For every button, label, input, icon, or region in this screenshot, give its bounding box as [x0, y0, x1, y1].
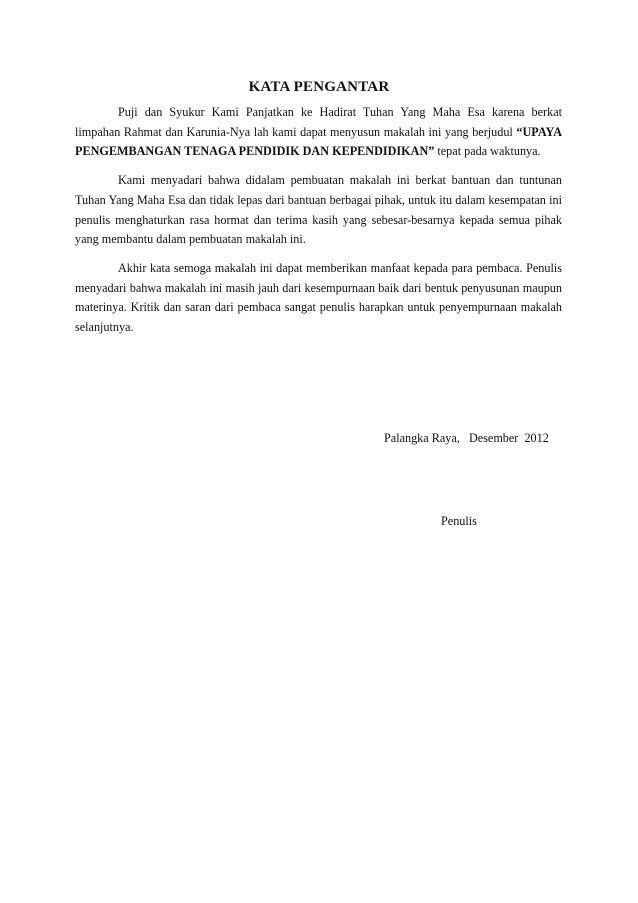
- place-and-date: Palangka Raya, Desember 2012: [384, 431, 549, 445]
- paragraph-closing: Akhir kata semoga makalah ini dapat memberikan manfaat kepada para pembaca. Penulis menyadari bahwa makalah ini masih jauh dari kesempurnaan baik dari bentuk penyusunan maupun materinya. Kritik dan saran dari pembaca sangat penulis harapkan untuk penyempurnaan makalah selanjutnya.: [75, 260, 562, 335]
- signature-name: Penulis: [441, 514, 477, 528]
- paragraph-opening: [75, 103, 562, 162]
- paragraph-opening-text: Puji dan Syukur Kami Panjatkan ke Hadirat Tuhan Yang Maha Esa karena berkat limpahan Rahmat dan Karunia-Nya lah kami dapat menyusun makalah ini yang berjudul: [75, 105, 562, 139]
- paragraph-opening-tail: tepat pada waktunya.: [434, 144, 541, 159]
- document-body: [75, 103, 562, 347]
- paragraph-acknowledgement: Kami menyadari bahwa didalam pembuatan makalah ini berkat bantuan dan tuntunan Tuhan Yang Maha Esa dan tidak lepas dari bantuan berbagai pihak, untuk itu dalam kesempatan ini penulis menghaturkan rasa hormat dan terima kasih yang sebesar-besarnya kepada semua pihak yang membantu dalam pembuatan makalah ini.: [75, 173, 562, 247]
- paper-title-bold: “UPAYA PENGEMBANGAN TENAGA PENDIDIK DAN KEPENDIDIKAN”: [75, 124, 562, 159]
- page-title: KATA PENGANTAR: [248, 79, 390, 95]
